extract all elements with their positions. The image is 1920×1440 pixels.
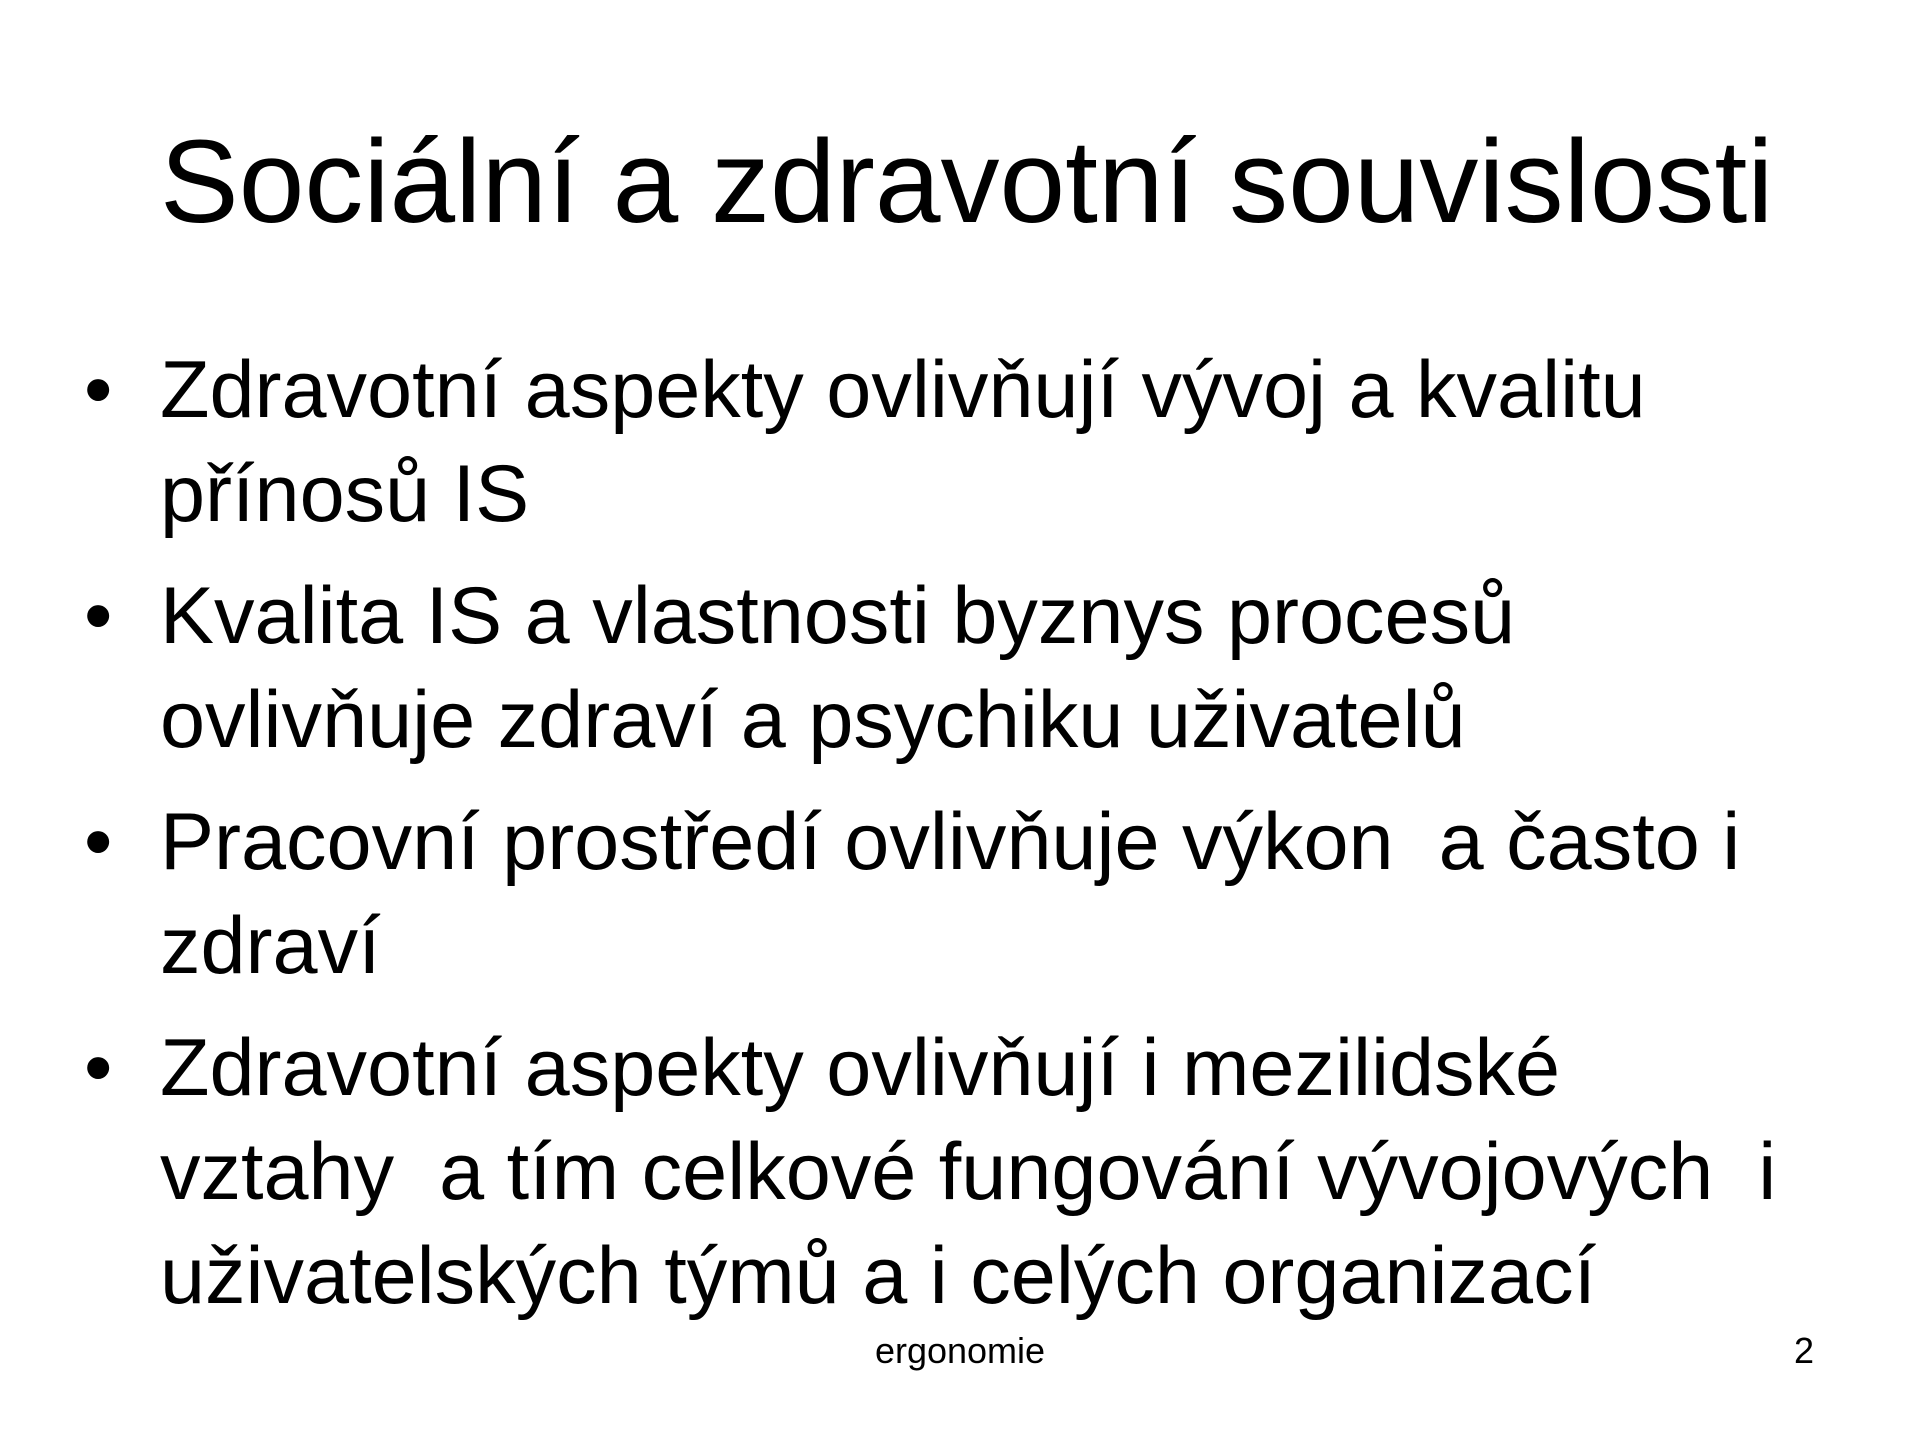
bullet-text-line: zdraví: [160, 901, 381, 991]
bullet-dot-icon: •: [84, 797, 113, 887]
bullet-item: [84, 338, 1880, 546]
bullet-text-line: uživatelských týmů a i celých organizací: [160, 1231, 1597, 1321]
bullet-item: [84, 1016, 1880, 1328]
bullet-item: [84, 564, 1880, 772]
bullet-text-line: Zdravotní aspekty ovlivňují i mezilidské: [160, 1023, 1561, 1113]
bullet-dot-icon: •: [84, 571, 113, 661]
bullet-dot-icon: •: [84, 345, 113, 435]
bullet-list: [84, 338, 1880, 1346]
bullet-text-line: vztahy a tím celkové fungování vývojových i: [160, 1127, 1777, 1217]
page-number: 2: [1793, 1330, 1814, 1371]
bullet-text-line: přínosů IS: [160, 449, 530, 539]
footer-text: ergonomie: [874, 1330, 1046, 1371]
bullet-dot-icon: •: [84, 1023, 113, 1113]
bullet-text-line: Zdravotní aspekty ovlivňují vývoj a kvalitu: [160, 345, 1646, 435]
bullet-item: [84, 790, 1880, 998]
bullet-text-line: ovlivňuje zdraví a psychiku uživatelů: [160, 675, 1466, 765]
slide-title: Sociální a zdravotní souvislosti: [160, 116, 1774, 248]
bullet-text-line: Pracovní prostředí ovlivňuje výkon a často i: [160, 797, 1741, 887]
bullet-text-line: Kvalita IS a vlastnosti byznys procesů: [160, 571, 1516, 661]
